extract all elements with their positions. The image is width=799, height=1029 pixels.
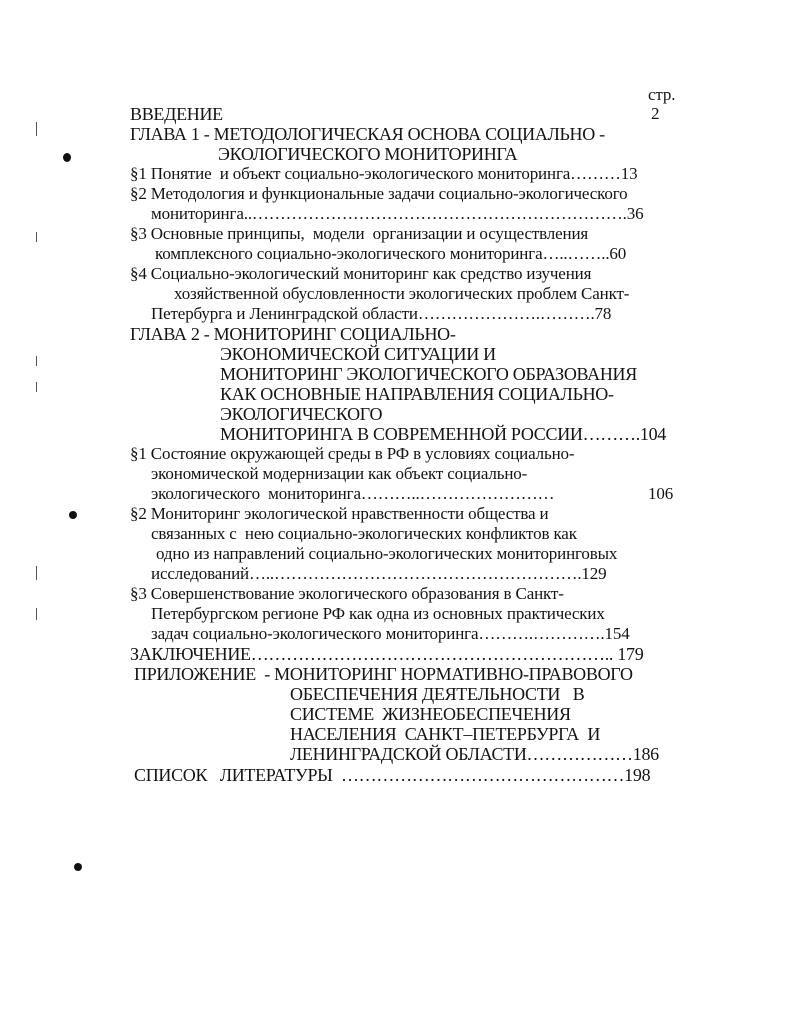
toc-chapter-1-heading-cont: ЭКОЛОГИЧЕСКОГО МОНИТОРИНГА <box>218 144 518 164</box>
scan-speck <box>63 153 71 162</box>
toc-appendix-heading: ПРИЛОЖЕНИЕ - МОНИТОРИНГ НОРМАТИВНО-ПРАВОВОГО <box>134 664 633 684</box>
toc-ch2-section-1: §1 Состояние окружающей среды в РФ в условиях социально- <box>130 444 575 463</box>
toc-ch1-section-1: §1 Понятие и объект социально-экологического мониторинга………13 <box>130 164 638 183</box>
scan-mark <box>36 608 37 620</box>
scan-speck <box>74 863 82 871</box>
toc-ch2-section-1-page: 106 <box>648 484 674 503</box>
toc-chapter-2-heading-cont: МОНИТОРИНГ ЭКОЛОГИЧЕСКОГО ОБРАЗОВАНИЯ <box>220 364 637 384</box>
toc-appendix-heading-cont: ЛЕНИНГРАДСКОЙ ОБЛАСТИ………………186 <box>290 744 659 764</box>
toc-chapter-2-heading-cont: КАК ОСНОВНЫЕ НАПРАВЛЕНИЯ СОЦИАЛЬНО- <box>220 384 614 404</box>
toc-conclusion: ЗАКЛЮЧЕНИЕ…………………………………………………….. 179 <box>130 644 644 664</box>
page-column-label: стр. <box>648 85 676 104</box>
toc-ch2-section-3: §3 Совершенствование экологического образования в Санкт- <box>130 584 564 603</box>
toc-ch2-section-3-cont: Петербургском регионе РФ как одна из основных практических <box>151 604 605 623</box>
scan-mark <box>36 382 37 392</box>
toc-ch1-section-4: §4 Социально-экологический мониторинг как средство изучения <box>130 264 592 283</box>
toc-chapter-2-heading-cont: ЭКОНОМИЧЕСКОЙ СИТУАЦИИ И <box>220 344 496 364</box>
scan-mark <box>36 356 37 366</box>
toc-ch2-section-2: §2 Мониторинг экологической нравственности общества и <box>130 504 549 523</box>
toc-ch1-section-4-cont: хозяйственной обусловленности экологических проблем Санкт- <box>174 284 630 303</box>
toc-appendix-heading-cont: ОБЕСПЕЧЕНИЯ ДЕЯТЕЛЬНОСТИ В <box>290 684 585 704</box>
toc-ch2-section-1-cont: экономической модернизации как объект социально- <box>151 464 528 483</box>
toc-chapter-2-heading: ГЛАВА 2 - МОНИТОРИНГ СОЦИАЛЬНО- <box>130 324 456 344</box>
toc-references: СПИСОК ЛИТЕРАТУРЫ …………………………………………198 <box>134 765 651 785</box>
toc-ch1-section-3: §3 Основные принципы, модели организации и осуществления <box>130 224 589 243</box>
toc-appendix-heading-cont: НАСЕЛЕНИЯ САНКТ–ПЕТЕРБУРГА И <box>290 724 601 744</box>
scan-mark <box>36 232 37 242</box>
toc-appendix-heading-cont: СИСТЕМЕ ЖИЗНЕОБЕСПЕЧЕНИЯ <box>290 704 571 724</box>
toc-chapter-2-heading-cont: ЭКОЛОГИЧЕСКОГО <box>220 404 383 424</box>
scan-speck <box>69 511 77 519</box>
scan-mark <box>36 122 37 136</box>
scan-mark <box>36 566 37 580</box>
toc-ch2-section-2-cont: исследований…..……………………………………………….129 <box>151 564 607 583</box>
toc-intro-page: 2 <box>651 104 660 123</box>
toc-ch2-section-3-cont: задач социально-экологического мониторинга……….………….154 <box>151 624 630 643</box>
toc-ch1-section-4-cont: Петербурга и Ленинградской области………………….……….78 <box>151 304 612 323</box>
toc-ch1-section-2-cont: мониторинга..………………………………………………………….36 <box>151 204 644 223</box>
toc-ch2-section-2-cont: связанных с нею социально-экологических конфликтов как <box>151 524 577 543</box>
toc-ch2-section-1-cont: экологического мониторинга………..…………………… <box>151 484 555 503</box>
toc-chapter-1-heading: ГЛАВА 1 - МЕТОДОЛОГИЧЕСКАЯ ОСНОВА СОЦИАЛЬНО - <box>130 124 605 144</box>
toc-ch2-section-2-cont: одно из направлений социально-экологических мониторинговых <box>156 544 618 563</box>
toc-intro-title: ВВЕДЕНИЕ <box>130 104 223 124</box>
toc-chapter-2-heading-cont: МОНИТОРИНГА В СОВРЕМЕННОЙ РОССИИ……….104 <box>220 424 666 444</box>
toc-ch1-section-3-cont: комплексного социально-экологического мониторинга…..……..60 <box>155 244 627 263</box>
toc-ch1-section-2: §2 Методология и функциональные задачи социально-экологического <box>130 184 628 203</box>
